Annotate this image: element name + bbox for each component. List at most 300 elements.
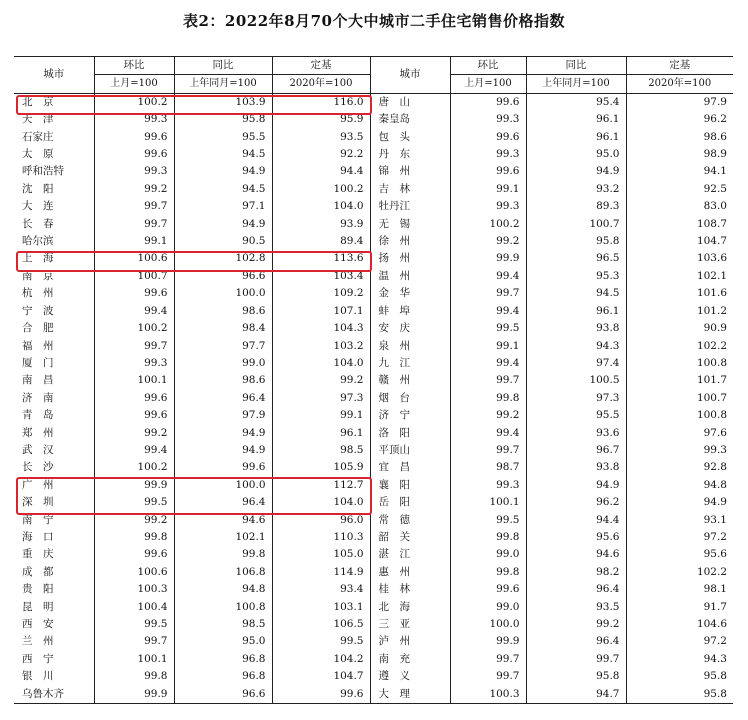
city-name: 扬 州 [370,250,450,267]
yoy-value: 100.5 [526,372,626,389]
mom-value: 99.5 [94,494,174,511]
base-value: 105.0 [272,546,370,563]
mom-value: 100.1 [94,372,174,389]
city-name: 天 津 [22,113,54,126]
table-row [14,216,733,233]
yoy-value: 100.0 [174,477,272,494]
yoy-value: 94.9 [174,216,272,233]
table-row [14,129,733,146]
base-value: 92.5 [626,181,733,198]
city-name: 青 岛 [22,409,54,422]
mom-value: 99.0 [450,599,526,616]
yoy-value: 94.9 [526,163,626,180]
base-value: 100.2 [272,181,370,198]
table-row [14,181,733,198]
mom-value: 99.6 [94,546,174,563]
mom-value: 100.1 [94,651,174,668]
table-row [14,581,733,598]
city-name: 遵 义 [370,668,450,685]
yoy-value: 95.5 [174,129,272,146]
yoy-value: 96.7 [526,442,626,459]
table-body [14,93,733,703]
base-value: 95.8 [626,686,733,704]
base-value: 104.7 [272,668,370,685]
base-value: 103.6 [626,250,733,267]
table-row [14,529,733,546]
yoy-value: 90.5 [174,233,272,250]
yoy-column-header: 同比 [174,57,272,75]
mom-value: 98.7 [450,459,526,476]
city-name: 锦 州 [370,163,450,180]
yoy-value: 95.6 [526,529,626,546]
base-value: 97.6 [626,425,733,442]
base-column-header: 定基 [272,57,370,75]
mom-value: 99.6 [450,93,526,111]
city-name: 太 原 [22,148,54,161]
city-name: 蚌 埠 [370,303,450,320]
city-name: 大 连 [22,200,54,213]
yoy-value: 99.6 [174,459,272,476]
base-value: 90.9 [626,320,733,337]
table-row [14,390,733,407]
city-name: 上 海 [22,252,54,265]
mom-value: 99.1 [450,338,526,355]
base-value: 102.2 [626,338,733,355]
base-value: 99.2 [272,372,370,389]
mom-value: 99.8 [450,529,526,546]
city-name: 昆 明 [22,600,54,613]
city-name: 兰 州 [22,635,54,648]
mom-value: 99.6 [94,146,174,163]
yoy-value: 95.8 [174,111,272,128]
yoy-value: 95.4 [526,93,626,111]
city-column-header: 城市 [14,57,94,94]
base-value: 105.9 [272,459,370,476]
city-name: 石家庄 [22,130,54,143]
yoy-value: 94.4 [526,512,626,529]
mom-value: 99.2 [94,512,174,529]
yoy-value: 97.9 [174,407,272,424]
mom-value: 99.3 [94,111,174,128]
city-name: 重 庆 [22,548,54,561]
city-name: 包 头 [370,129,450,146]
base-value: 95.9 [272,111,370,128]
yoy-value: 99.0 [174,355,272,372]
mom-value: 99.2 [94,425,174,442]
yoy-value: 96.8 [174,668,272,685]
yoy-value: 94.9 [174,442,272,459]
base-value: 101.7 [626,372,733,389]
yoy-value: 94.7 [526,686,626,704]
yoy-value: 94.8 [174,581,272,598]
yoy-value: 103.9 [174,93,272,111]
mom-base-label: 上月=100 [450,75,526,93]
yoy-value: 95.0 [526,146,626,163]
city-name: 呼和浩特 [22,165,64,178]
base-value: 97.3 [272,390,370,407]
city-name: 南 昌 [22,374,54,387]
base-value: 97.2 [626,633,733,650]
mom-value: 99.5 [450,320,526,337]
mom-value: 99.4 [450,268,526,285]
yoy-value: 95.8 [526,233,626,250]
table-row [14,93,733,111]
table-header [14,57,733,94]
table-row [14,338,733,355]
city-name: 安 庆 [370,320,450,337]
yoy-value: 99.2 [526,616,626,633]
table-row [14,355,733,372]
city-name: 常 德 [370,512,450,529]
mom-value: 100.7 [94,268,174,285]
city-name: 洛 阳 [370,425,450,442]
mom-value: 99.3 [450,198,526,215]
mom-value: 99.6 [450,581,526,598]
city-name: 韶 关 [370,529,450,546]
yoy-value: 102.1 [174,529,272,546]
yoy-value: 98.6 [174,372,272,389]
city-name: 深 圳 [22,496,54,509]
mom-value: 99.3 [450,111,526,128]
mom-value: 99.3 [94,163,174,180]
mom-value: 99.0 [450,546,526,563]
base-value: 107.1 [272,303,370,320]
city-name: 平顶山 [370,442,450,459]
table-row [14,633,733,650]
mom-value: 99.6 [450,129,526,146]
yoy-value: 102.8 [174,250,272,267]
city-name: 贵 阳 [22,583,54,596]
mom-value: 99.7 [450,372,526,389]
city-column-header: 城市 [370,57,450,94]
base-value: 104.0 [272,494,370,511]
mom-value: 99.3 [450,477,526,494]
city-name: 合 肥 [22,322,54,335]
city-name: 赣 州 [370,372,450,389]
yoy-value: 96.8 [174,651,272,668]
city-name: 湛 江 [370,546,450,563]
yoy-base-label: 上年同月=100 [526,75,626,93]
yoy-value: 96.6 [174,686,272,704]
base-value: 102.1 [626,268,733,285]
fixed-base-label: 2020年=100 [626,75,733,93]
mom-column-header: 环比 [450,57,526,75]
base-value: 98.6 [626,129,733,146]
yoy-value: 94.5 [526,285,626,302]
yoy-value: 94.9 [174,425,272,442]
mom-value: 99.9 [94,477,174,494]
table-row [14,303,733,320]
table-row [14,442,733,459]
mom-value: 100.1 [450,494,526,511]
yoy-value: 96.4 [174,390,272,407]
base-value: 103.1 [272,599,370,616]
yoy-value: 94.6 [526,546,626,563]
fixed-base-label: 2020年=100 [272,75,370,93]
yoy-value: 99.8 [174,546,272,563]
city-name: 泉 州 [370,338,450,355]
city-name: 金 华 [370,285,450,302]
city-name: 乌鲁木齐 [14,686,94,704]
city-name: 北 海 [370,599,450,616]
mom-value: 99.5 [450,512,526,529]
mom-value: 100.6 [94,564,174,581]
city-name: 泸 州 [370,633,450,650]
yoy-value: 93.6 [526,425,626,442]
mom-value: 99.4 [94,442,174,459]
yoy-value: 95.0 [174,633,272,650]
yoy-value: 97.7 [174,338,272,355]
yoy-value: 94.5 [174,181,272,198]
mom-value: 99.3 [94,355,174,372]
base-value: 96.1 [272,425,370,442]
yoy-value: 100.7 [526,216,626,233]
mom-value: 99.8 [94,668,174,685]
yoy-value: 98.2 [526,564,626,581]
yoy-value: 98.5 [174,616,272,633]
mom-value: 99.2 [94,181,174,198]
yoy-value: 95.3 [526,268,626,285]
mom-value: 99.1 [94,233,174,250]
city-name: 福 州 [22,339,54,352]
table-title: 表2：2022年8月70个大中城市二手住宅销售价格指数 [183,12,565,30]
base-value: 97.9 [626,93,733,111]
table-row [14,546,733,563]
base-value: 91.7 [626,599,733,616]
city-name: 唐 山 [370,93,450,111]
base-value: 113.6 [272,250,370,267]
table-row [14,564,733,581]
base-value: 100.8 [626,407,733,424]
base-value: 95.6 [626,546,733,563]
city-name: 宜 昌 [370,459,450,476]
mom-value: 99.6 [94,129,174,146]
base-value: 94.4 [272,163,370,180]
mom-value: 99.7 [450,668,526,685]
yoy-value: 93.2 [526,181,626,198]
city-name: 惠 州 [370,564,450,581]
yoy-value: 94.3 [526,338,626,355]
mom-value: 99.4 [450,355,526,372]
base-value: 93.9 [272,216,370,233]
base-value: 92.8 [626,459,733,476]
base-value: 98.5 [272,442,370,459]
table-row [14,233,733,250]
base-value: 102.2 [626,564,733,581]
base-value: 103.4 [272,268,370,285]
table-row [14,459,733,476]
city-name: 南 京 [22,269,54,282]
table-row [14,477,733,494]
city-name: 济 南 [22,391,54,404]
mom-base-label: 上月=100 [94,75,174,93]
yoy-value: 96.4 [174,494,272,511]
mom-value: 99.3 [450,146,526,163]
base-value: 99.1 [272,407,370,424]
base-value: 100.8 [626,355,733,372]
mom-value: 99.5 [94,616,174,633]
table-row [14,268,733,285]
yoy-value: 96.6 [174,268,272,285]
base-column-header: 定基 [626,57,733,75]
yoy-value: 96.2 [526,494,626,511]
table-row [14,407,733,424]
table-row [14,146,733,163]
city-name: 广 州 [22,478,54,491]
base-value: 104.0 [272,355,370,372]
city-name: 南 充 [370,651,450,668]
mom-value: 100.2 [94,93,174,111]
yoy-value: 93.8 [526,459,626,476]
yoy-value: 100.0 [174,285,272,302]
base-value: 96.0 [272,512,370,529]
city-name: 秦皇岛 [370,111,450,128]
city-name: 温 州 [370,268,450,285]
table-row [14,599,733,616]
base-value: 94.3 [626,651,733,668]
table-row [14,668,733,685]
table-row [14,198,733,215]
yoy-value: 95.5 [526,407,626,424]
city-name: 海 口 [22,530,54,543]
yoy-column-header: 同比 [526,57,626,75]
base-value: 116.0 [272,93,370,111]
mom-value: 99.7 [94,198,174,215]
table-row [14,111,733,128]
yoy-value: 98.6 [174,303,272,320]
city-name: 杭 州 [22,287,54,300]
mom-value: 99.6 [94,407,174,424]
base-value: 98.1 [626,581,733,598]
table-row [14,651,733,668]
mom-value: 99.4 [450,425,526,442]
mom-value: 99.6 [450,163,526,180]
base-value: 97.2 [626,529,733,546]
base-value: 104.6 [626,616,733,633]
mom-value: 99.2 [450,407,526,424]
base-value: 83.0 [626,198,733,215]
price-index-table-wrap [14,56,733,704]
mom-value: 100.0 [450,616,526,633]
base-value: 99.5 [272,633,370,650]
mom-value: 100.2 [94,459,174,476]
base-value: 104.3 [272,320,370,337]
mom-value: 99.8 [450,564,526,581]
base-value: 93.5 [272,129,370,146]
base-value: 112.7 [272,477,370,494]
mom-value: 99.7 [450,285,526,302]
city-name: 厦 门 [22,356,54,369]
mom-value: 99.9 [450,633,526,650]
mom-value: 99.7 [94,216,174,233]
mom-value: 100.2 [450,216,526,233]
city-name: 丹 东 [370,146,450,163]
base-value: 114.9 [272,564,370,581]
mom-value: 100.3 [94,581,174,598]
mom-value: 99.7 [94,338,174,355]
city-name: 北 京 [22,95,54,108]
base-value: 99.6 [272,686,370,704]
mom-value: 99.6 [94,390,174,407]
mom-value: 99.8 [450,390,526,407]
base-value: 94.8 [626,477,733,494]
table-row [14,372,733,389]
base-value: 110.3 [272,529,370,546]
yoy-value: 96.1 [526,303,626,320]
city-name: 长 沙 [22,461,54,474]
city-name: 银 川 [22,670,54,683]
price-index-table [14,56,733,704]
city-name: 沈 阳 [22,182,54,195]
yoy-value: 96.1 [526,129,626,146]
yoy-value: 95.8 [526,668,626,685]
mom-value: 100.6 [94,250,174,267]
base-value: 109.2 [272,285,370,302]
base-value: 93.1 [626,512,733,529]
city-name: 宁 波 [22,304,54,317]
base-value: 94.9 [626,494,733,511]
city-name: 哈尔滨 [22,235,54,248]
yoy-value: 100.8 [174,599,272,616]
mom-value: 99.2 [450,233,526,250]
yoy-value: 99.7 [526,651,626,668]
city-name: 襄 阳 [370,477,450,494]
mom-value: 99.9 [450,250,526,267]
city-name: 岳 阳 [370,494,450,511]
base-value: 95.8 [626,668,733,685]
yoy-value: 93.8 [526,320,626,337]
city-name: 济 宁 [370,407,450,424]
mom-value: 99.7 [94,633,174,650]
yoy-value: 96.1 [526,111,626,128]
yoy-value: 96.5 [526,250,626,267]
mom-value: 99.6 [94,285,174,302]
base-value: 94.1 [626,163,733,180]
yoy-value: 94.9 [174,163,272,180]
mom-value: 99.4 [94,303,174,320]
base-value: 100.7 [626,390,733,407]
yoy-value: 97.1 [174,198,272,215]
base-value: 106.5 [272,616,370,633]
table-row [14,512,733,529]
city-name: 无 锡 [370,216,450,233]
mom-value: 99.4 [450,303,526,320]
yoy-value: 89.3 [526,198,626,215]
yoy-value: 94.5 [174,146,272,163]
mom-value: 100.4 [94,599,174,616]
city-name: 桂 林 [370,581,450,598]
base-value: 104.7 [626,233,733,250]
table-row [14,320,733,337]
yoy-value: 97.4 [526,355,626,372]
table-row [14,250,733,267]
table-row [14,686,733,704]
city-name: 武 汉 [22,443,54,456]
base-value: 104.2 [272,651,370,668]
base-value: 98.9 [626,146,733,163]
city-name: 烟 台 [370,390,450,407]
mom-value: 99.1 [450,181,526,198]
city-name: 大 理 [370,686,450,704]
base-value: 89.4 [272,233,370,250]
city-name: 南 宁 [22,513,54,526]
city-name: 成 都 [22,565,54,578]
city-name: 郑 州 [22,426,54,439]
mom-column-header: 环比 [94,57,174,75]
mom-value: 99.8 [94,529,174,546]
yoy-value: 93.5 [526,599,626,616]
city-name: 三 亚 [370,616,450,633]
